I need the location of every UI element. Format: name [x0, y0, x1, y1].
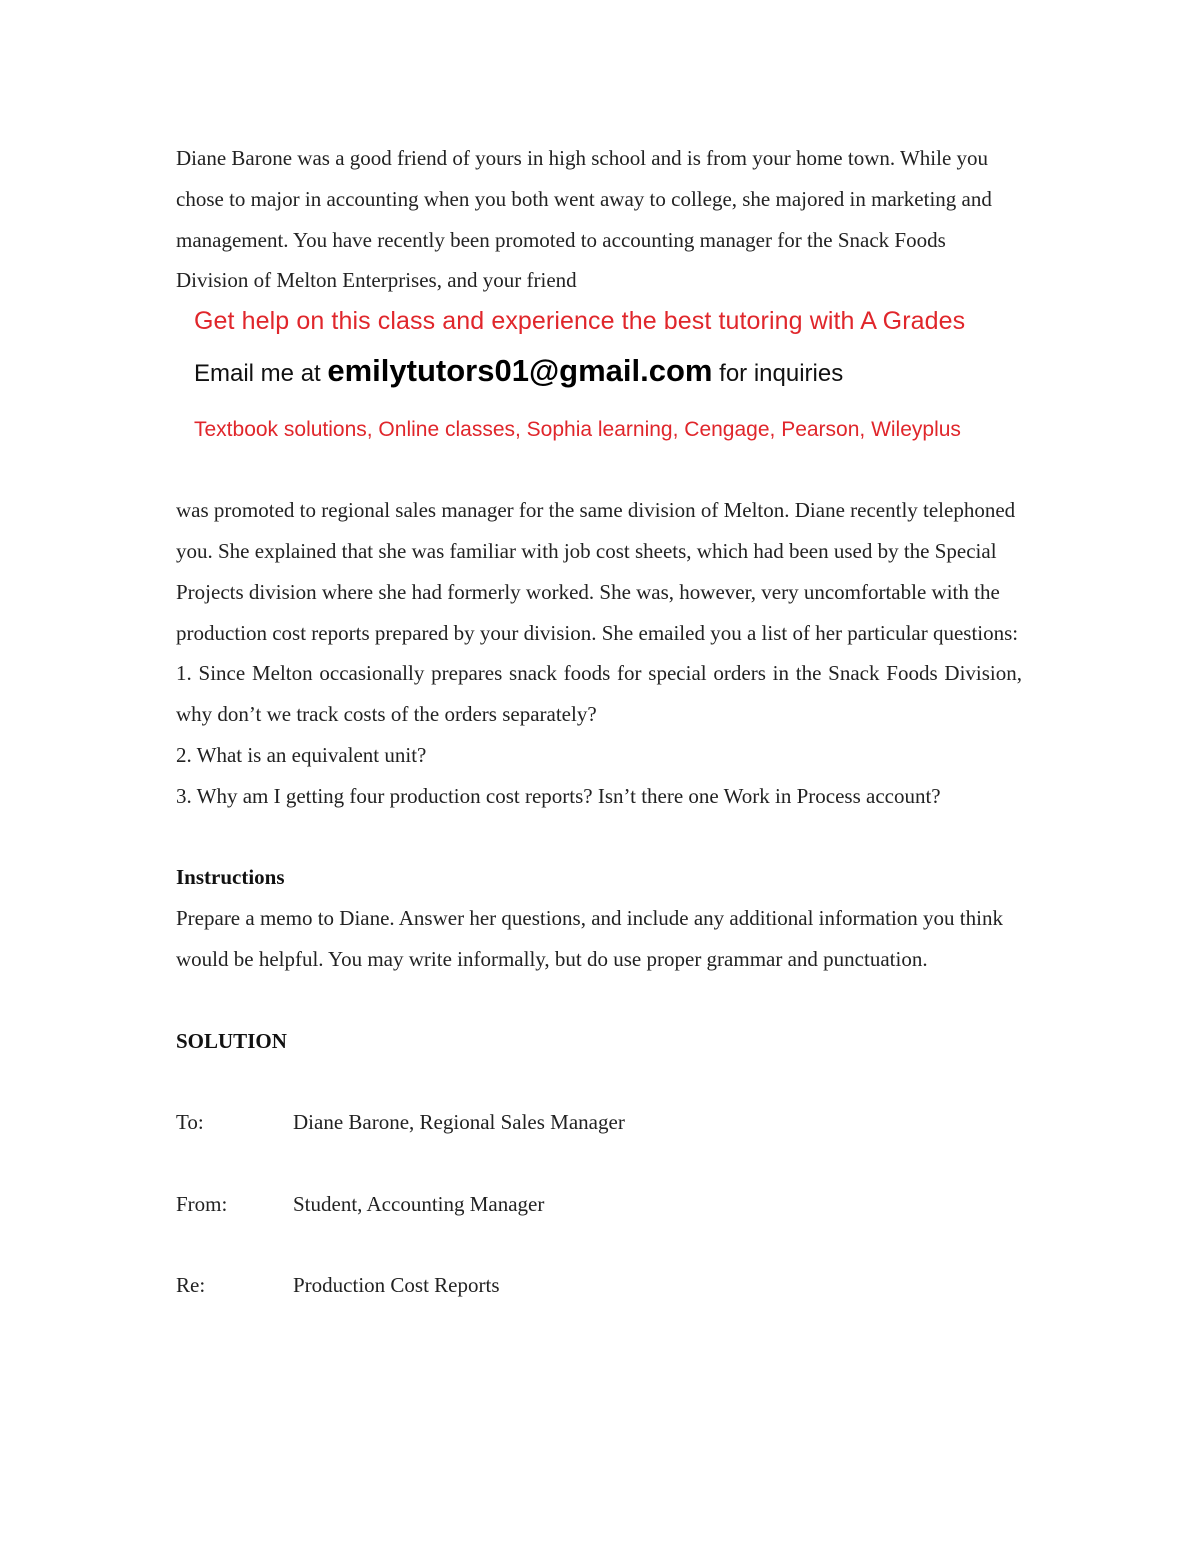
intro-paragraph: Diane Barone was a good friend of yours in high school and is from your home town. While you chose to major in accounting when you both went away to college, she majored in marketing and management. You have recently been promoted to accounting manager for the Snack Foods Division of Melton Enterprises, and your friend — [176, 146, 992, 293]
tutoring-advertisement — [176, 301, 1022, 490]
memo-gap — [176, 1143, 1022, 1184]
ad-email-prefix: Email me at — [194, 360, 328, 388]
memo-from-label: From: — [176, 1191, 228, 1216]
ad-email-line — [194, 353, 843, 389]
solution-heading: SOLUTION — [176, 1028, 287, 1053]
document-body — [176, 138, 1022, 1306]
question-1: 1. Since Melton occasionally prepares snack foods for special orders in the Snack Foods Division, why don’t we track costs of the orders separately? — [176, 661, 1022, 727]
memo-gap — [176, 1061, 1022, 1102]
instructions-text: Prepare a memo to Diane. Answer her questions, and include any additional information you think would be helpful. You may write informally, but do use proper grammar and punctuation. — [176, 906, 1003, 971]
instructions-heading: Instructions — [176, 865, 285, 890]
continuation-paragraph: was promoted to regional sales manager for the same division of Melton. Diane recently telephoned you. She explained that she was familiar with job cost sheets, which had been used by the Special Projects division where she had formerly worked. She was, however, very uncomfortable with the production cost reports prepared by your division. She emailed you a list of her particular questions: — [176, 498, 1019, 645]
ad-email-address: emilytutors01@gmail.com — [327, 353, 713, 389]
ad-services-line: Textbook solutions, Online classes, Sophia learning, Cengage, Pearson, Wileyplus — [194, 418, 961, 442]
ad-headline: Get help on this class and experience the best tutoring with A Grades — [194, 307, 966, 336]
memo-from-row — [176, 1184, 1022, 1225]
ad-email-suffix: for inquiries — [712, 360, 844, 388]
question-2: 2. What is an equivalent unit? — [176, 742, 427, 767]
section-spacer — [176, 980, 1022, 1021]
memo-from-value: Student, Accounting Manager — [293, 1191, 545, 1216]
memo-to-label: To: — [176, 1110, 204, 1135]
section-spacer — [176, 817, 1022, 858]
memo-re-label: Re: — [176, 1273, 206, 1298]
memo-re-value: Production Cost Reports — [293, 1273, 500, 1298]
memo-gap — [176, 1225, 1022, 1266]
question-3: 3. Why am I getting four production cost reports? Isn’t there one Work in Process account? — [176, 783, 941, 808]
memo-to-value: Diane Barone, Regional Sales Manager — [293, 1110, 625, 1135]
memo-to-row — [176, 1102, 1022, 1143]
memo-re-row — [176, 1265, 1022, 1306]
